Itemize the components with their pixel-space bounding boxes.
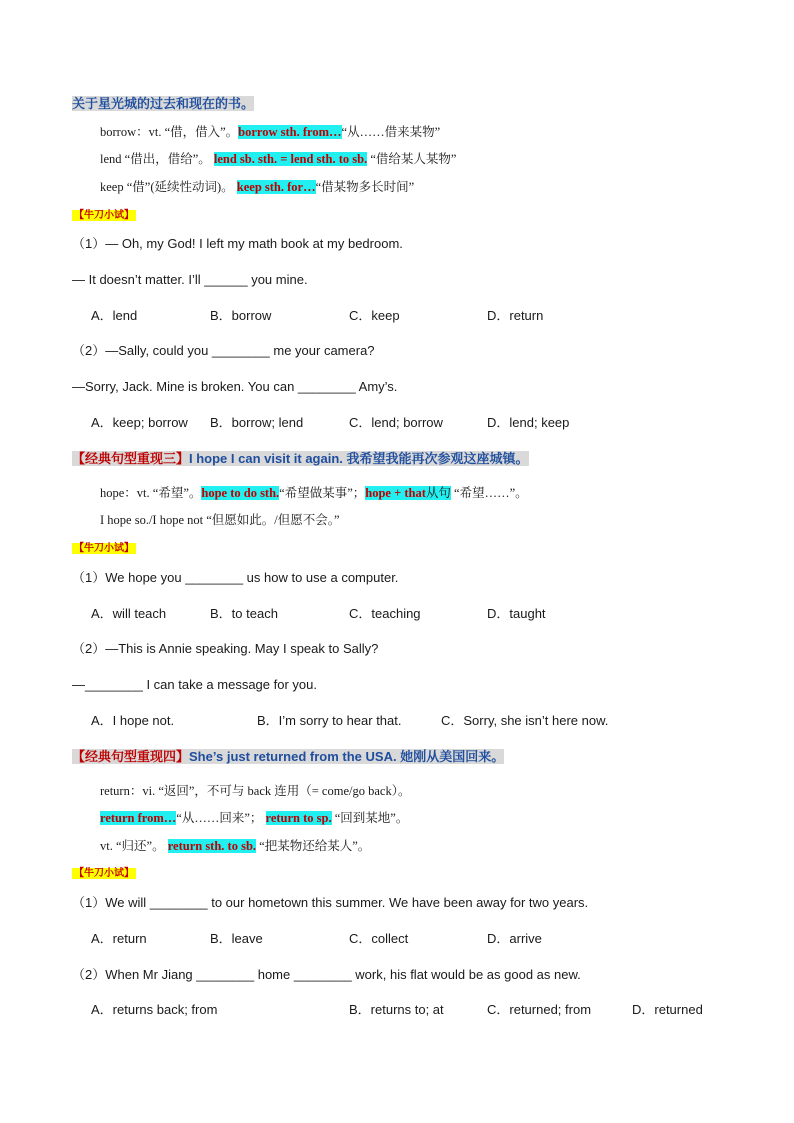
- option-a[interactable]: A．lend: [91, 308, 138, 323]
- return-from-phrase: return from…: [100, 811, 177, 825]
- option-d[interactable]: D．returned: [632, 1002, 703, 1017]
- borrow-def: borrow：vt. “借，借入”。: [100, 125, 239, 139]
- option-a[interactable]: A．will teach: [91, 606, 167, 621]
- section-header-tag: 【经典句型重现四】: [72, 749, 190, 764]
- keep-note: [100, 178, 414, 196]
- option-a[interactable]: A．returns back; from: [91, 1002, 218, 1017]
- option-a[interactable]: A．keep; borrow: [91, 415, 188, 430]
- return-to-meaning: “回到某地”。: [334, 811, 409, 825]
- option-c[interactable]: C．keep: [349, 308, 400, 323]
- question-stem: （2）—Sally, could you ________ me your camera?: [72, 343, 375, 358]
- section-title: [72, 95, 254, 113]
- borrow-meaning: “从……借来某物”: [341, 125, 441, 139]
- return-from-note: [100, 809, 408, 827]
- section-header-en: I hope I can visit it again.: [189, 451, 343, 466]
- question-stem: — It doesn’t matter. I’ll ______ you mine.: [72, 272, 308, 287]
- option-b[interactable]: B．leave: [210, 931, 263, 946]
- option-a[interactable]: A．return: [91, 931, 147, 946]
- option-c[interactable]: C．teaching: [349, 606, 421, 621]
- return-note: return：vi. “返回”，不可与 back 连用（= come/go back）。: [100, 784, 411, 798]
- question-stem: （1）We hope you ________ us how to use a computer.: [72, 570, 399, 585]
- question-stem: （2）When Mr Jiang ________ home ________ work, his flat would be as good as new.: [72, 967, 581, 982]
- hope-meaning: “希望做某事”；: [279, 486, 366, 500]
- hope-def: hope：vt. “希望”。: [100, 486, 202, 500]
- option-d[interactable]: D．return: [487, 308, 544, 323]
- keep-phrase: keep sth. for…: [236, 180, 316, 194]
- practice-tag-text: 【牛刀小试】: [74, 543, 134, 554]
- lend-note: [100, 150, 456, 168]
- option-c[interactable]: C．Sorry, she isn’t here now.: [441, 713, 609, 728]
- section-header-cn: 她刚从美国回来。: [400, 749, 505, 764]
- option-b[interactable]: B．borrow: [210, 308, 272, 323]
- clause-label: 从句: [425, 486, 451, 500]
- practice-tag: [72, 863, 136, 883]
- section-header: [72, 450, 529, 468]
- option-d[interactable]: D．taught: [487, 606, 546, 621]
- question-stem: （1）— Oh, my God! I left my math book at my bedroom.: [72, 236, 403, 251]
- lend-meaning: “借给某人某物”: [370, 152, 457, 166]
- section-header: [72, 748, 504, 766]
- section-header-en: She’s just returned from the USA.: [189, 749, 397, 764]
- return-from-meaning: “从……回来”；: [176, 811, 263, 825]
- section-header-cn: 我希望我能再次参观这座城镇。: [346, 451, 529, 466]
- question-stem: —________ I can take a message for you.: [72, 677, 317, 692]
- question-stem: —Sorry, Jack. Mine is broken. You can ________ Amy’s.: [72, 379, 398, 394]
- option-d[interactable]: D．arrive: [487, 931, 542, 946]
- option-b[interactable]: B．returns to; at: [349, 1002, 444, 1017]
- option-c[interactable]: C．collect: [349, 931, 409, 946]
- option-a[interactable]: A．I hope not.: [91, 713, 175, 728]
- borrow-phrase: borrow sth. from…: [238, 125, 342, 139]
- hope-so-note: I hope so./I hope not “但愿如此。/但愿不会。”: [100, 513, 340, 527]
- practice-tag: [72, 538, 136, 558]
- question-stem: （1）We will ________ to our hometown this summer. We have been away for two years.: [72, 895, 589, 910]
- option-c[interactable]: C．lend; borrow: [349, 415, 443, 430]
- question-stem: （2）—This is Annie speaking. May I speak to Sally?: [72, 641, 379, 656]
- return-sth-phrase: return sth. to sb.: [167, 839, 257, 853]
- hope-note: [100, 484, 528, 502]
- return-sth-meaning: “把某物还给某人”。: [259, 839, 371, 853]
- option-d[interactable]: D．lend; keep: [487, 415, 570, 430]
- practice-tag-text: 【牛刀小试】: [74, 210, 134, 221]
- keep-def: keep “借”(延续性动词)。: [100, 180, 234, 194]
- practice-tag: [72, 205, 136, 225]
- option-b[interactable]: B．to teach: [210, 606, 278, 621]
- option-b[interactable]: B．borrow; lend: [210, 415, 304, 430]
- section-header-tag: 【经典句型重现三】: [72, 451, 190, 466]
- option-b[interactable]: B．I’m sorry to hear that.: [257, 713, 402, 728]
- return-to-phrase: return to sp.: [265, 811, 332, 825]
- section-title-text: 关于星光城的过去和现在的书。: [72, 96, 255, 111]
- return-vt-def: vt. “归还”。: [100, 839, 165, 853]
- keep-meaning: “借某物多长时间”: [315, 180, 415, 194]
- option-c[interactable]: C．returned; from: [487, 1002, 592, 1017]
- lend-phrase: lend sb. sth. = lend sth. to sb.: [213, 152, 368, 166]
- practice-tag-text: 【牛刀小试】: [74, 868, 134, 879]
- hope-phrase: hope to do sth.: [201, 486, 280, 500]
- borrow-note: [100, 123, 440, 141]
- hope-that-phrase: hope + that: [365, 486, 426, 500]
- hope-that-meaning: “希望……”。: [454, 486, 528, 500]
- lend-def: lend “借出，借给”。: [100, 152, 211, 166]
- return-vt-note: [100, 837, 370, 855]
